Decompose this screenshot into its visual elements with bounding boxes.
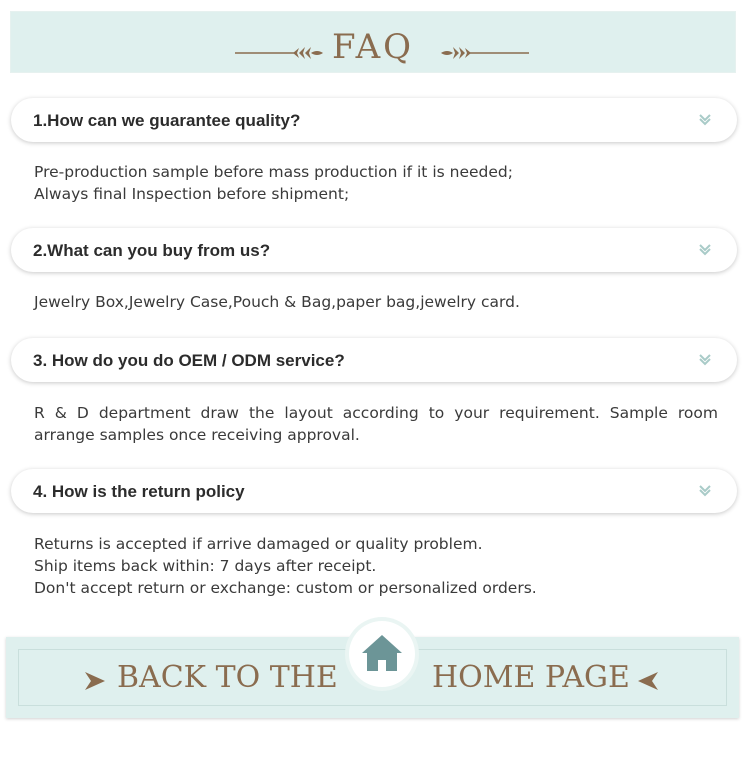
chevron-down-icon[interactable] [698,352,712,366]
home-icon[interactable] [362,633,402,673]
faq-question-2[interactable] [11,228,737,272]
back-to-the-text[interactable]: BACK TO THE [117,660,338,695]
home-page-text[interactable]: HOME PAGE [432,660,630,695]
faq-answer-1 [34,161,718,205]
faq-answer-2 [34,291,718,313]
faq-question-text: 4. How is the return policy [33,482,245,501]
back-to-home-banner[interactable] [6,637,739,718]
chevron-down-icon[interactable] [698,112,712,126]
answer-line: Pre-production sample before mass production if it is needed; [34,163,513,181]
answer-line: Always final Inspection before shipment; [34,185,350,203]
right-leaf-ornament-icon [439,45,529,61]
faq-question-text: 1.How can we guarantee quality? [33,111,301,130]
answer-line: Returns is accepted if arrive damaged or quality problem. [34,535,483,553]
answer-line: Jewelry Box,Jewelry Case,Pouch & Bag,paper bag,jewelry card. [34,293,520,311]
faq-question-4[interactable] [11,469,737,513]
answer-line: arrange samples once receiving approval. [34,426,360,444]
faq-answer-3 [34,402,718,446]
faq-question-text: 2.What can you buy from us? [33,241,271,260]
faq-answer-4 [34,533,718,599]
faq-question-1[interactable] [11,98,737,142]
chevron-down-icon[interactable] [698,483,712,497]
faq-question-text: 3. How do you do OEM / ODM service? [33,351,345,370]
answer-line: Don't accept return or exchange: custom or personalized orders. [34,579,537,597]
faq-question-3[interactable] [11,338,737,382]
arrow-right-icon [85,672,105,690]
answer-line: Ship items back within: 7 days after receipt. [34,557,377,575]
page-title: FAQ [331,27,415,67]
home-button[interactable] [349,621,415,687]
faq-header [7,8,739,76]
answer-line: R & D department draw the layout according to your requirement. Sample room [34,404,718,422]
chevron-down-icon[interactable] [698,242,712,256]
arrow-left-icon [638,672,658,690]
